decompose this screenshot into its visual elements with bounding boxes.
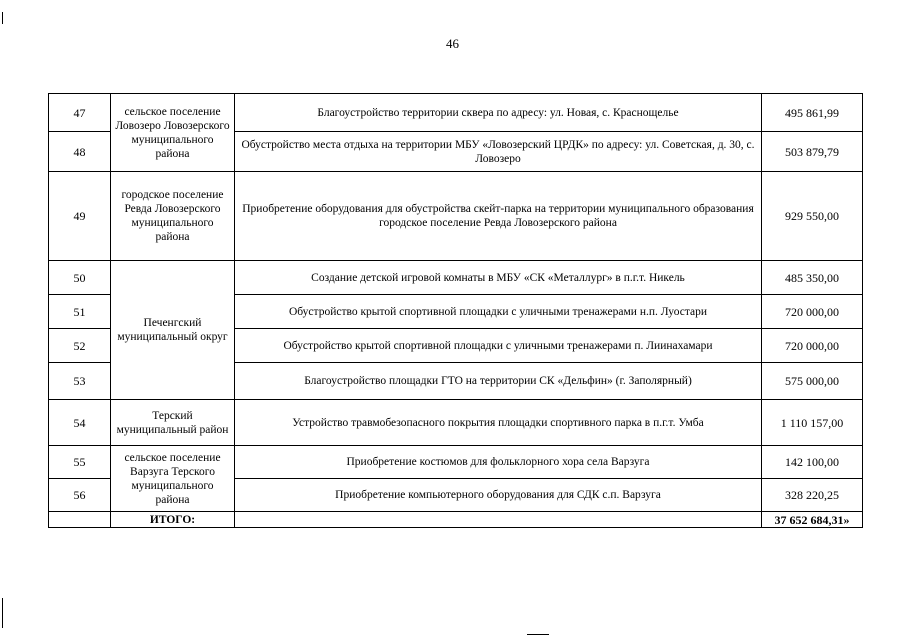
amount-cell: 485 350,00	[762, 261, 863, 295]
description-cell: Приобретение оборудования для обустройства скейт-парка на территории муниципального образования городское поселение Ревда Ловозерского района	[235, 172, 762, 261]
row-number: 48	[49, 132, 111, 172]
row-number: 55	[49, 446, 111, 479]
total-label: ИТОГО:	[111, 512, 235, 528]
description-cell: Устройство травмобезопасного покрытия площадки спортивного парка в п.г.т. Умба	[235, 400, 762, 446]
description-cell: Обустройство крытой спортивной площадки с уличными тренажерами н.п. Луостари	[235, 295, 762, 329]
amount-cell: 720 000,00	[762, 295, 863, 329]
budget-table	[48, 93, 863, 528]
row-number: 53	[49, 363, 111, 400]
description-cell: Приобретение костюмов для фольклорного хора села Варзуга	[235, 446, 762, 479]
total-value: 37 652 684,31»	[762, 512, 863, 528]
row-number: 49	[49, 172, 111, 261]
table-row	[49, 94, 863, 132]
municipality-cell: Печенгский муниципальный округ	[111, 261, 235, 400]
municipality-cell: городское поселение Ревда Ловозерского муниципального района	[111, 172, 235, 261]
scan-edge-mark	[2, 12, 3, 24]
total-empty-cell	[235, 512, 762, 528]
description-cell: Благоустройство площадки ГТО на территории СК «Дельфин» (г. Заполярный)	[235, 363, 762, 400]
row-number: 51	[49, 295, 111, 329]
page-number: 46	[446, 36, 459, 51]
table-row	[49, 400, 863, 446]
total-row	[49, 512, 863, 528]
scan-edge-mark	[2, 598, 3, 628]
row-number: 52	[49, 329, 111, 363]
amount-cell: 929 550,00	[762, 172, 863, 261]
amount-cell: 503 879,79	[762, 132, 863, 172]
amount-cell: 142 100,00	[762, 446, 863, 479]
amount-cell: 328 220,25	[762, 479, 863, 512]
total-empty-cell	[49, 512, 111, 528]
row-number: 50	[49, 261, 111, 295]
description-cell: Обустройство места отдыха на территории МБУ «Ловозерский ЦРДК» по адресу: ул. Советская, д. 30, с. Ловозеро	[235, 132, 762, 172]
amount-cell: 1 110 157,00	[762, 400, 863, 446]
description-cell: Создание детской игровой комнаты в МБУ «СК «Металлург» в п.г.т. Никель	[235, 261, 762, 295]
description-cell: Приобретение компьютерного оборудования для СДК с.п. Варзуга	[235, 479, 762, 512]
amount-cell: 575 000,00	[762, 363, 863, 400]
municipality-cell: Терский муниципальный район	[111, 400, 235, 446]
municipality-cell: сельское поселение Варзуга Терского муниципального района	[111, 446, 235, 512]
scan-edge-mark	[527, 634, 549, 635]
row-number: 54	[49, 400, 111, 446]
table-row	[49, 172, 863, 261]
table-row	[49, 261, 863, 295]
description-cell: Благоустройство территории сквера по адресу: ул. Новая, с. Краснощелье	[235, 94, 762, 132]
amount-cell: 495 861,99	[762, 94, 863, 132]
table-row	[49, 446, 863, 479]
municipality-cell: сельское поселение Ловозеро Ловозерского муниципального района	[111, 94, 235, 172]
row-number: 56	[49, 479, 111, 512]
row-number: 47	[49, 94, 111, 132]
amount-cell: 720 000,00	[762, 329, 863, 363]
description-cell: Обустройство крытой спортивной площадки с уличными тренажерами п. Лиинахамари	[235, 329, 762, 363]
